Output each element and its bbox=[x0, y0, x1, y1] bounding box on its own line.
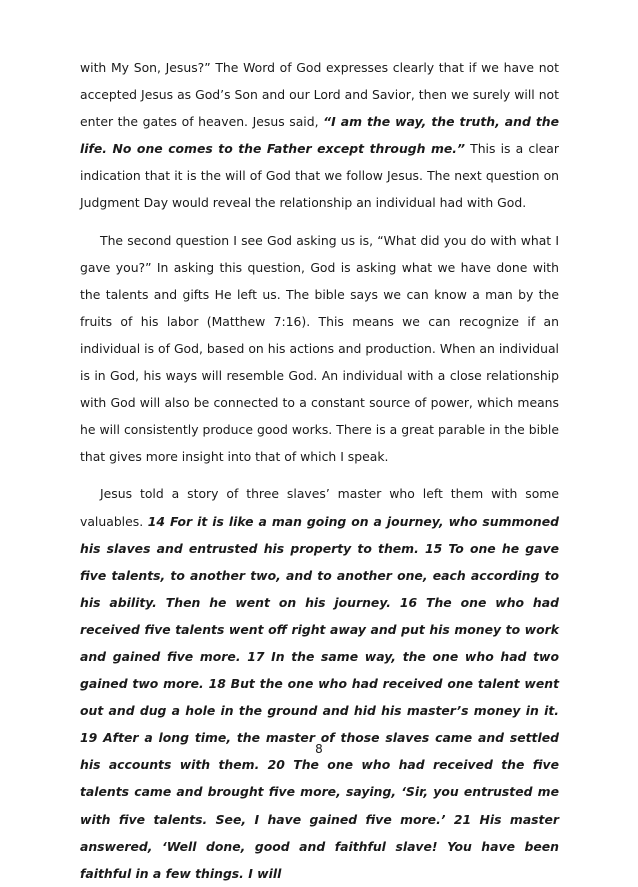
paragraph-3 bbox=[80, 480, 559, 886]
paragraph-2-text: The second question I see God asking us is, “What did you do with what I gave you?” In asking this question, God is asking what we have done with the talents and gifts He left us. The bible says we can know a man by the fruits of his labor (Matthew 7:16). This means we can recognize if an individual is of God, based on his actions and production. When an individual is in God, his ways will resemble God. An individual with a close relationship with God will also be connected to a constant source of power, which means he will consistently produce good works. There is a great parable in the bible that gives more insight into that of which I speak. bbox=[80, 232, 559, 465]
paragraph-2 bbox=[80, 227, 559, 471]
page-number: 8 bbox=[315, 742, 323, 756]
paragraph-1 bbox=[80, 54, 559, 217]
paragraph-3-text: Jesus told a story of three slaves’ master who left them with some valuables. bbox=[80, 486, 559, 529]
paragraph-1-text-end: This is a clear indication that it is the will of God that we follow Jesus. The next question on Judgment Day would reveal the relationship an individual had with God. bbox=[80, 141, 559, 211]
paragraph-1-text: with My Son, Jesus?” The Word of God expresses clearly that if we have not accepted Jesus as God’s Son and our Lord and Savior, then we surely will not enter the gates of heaven. Jesus said, bbox=[80, 60, 559, 130]
body-text bbox=[80, 54, 559, 887]
scripture-quote-parable-of-talents: 14 For it is like a man going on a journey, who summoned his slaves and entrusted his property to them. 15 To one he gave five talents, to another two, and to another one, each according to his ability. Then he went on his journey. 16 The one who had received five talents went off right away and put his money to work and gained five more. 17 In the same way, the one who had two gained two more. 18 But the one who had received one talent went out and dug a hole in the ground and hid his master’s money in it. 19 After a long time, the master of those slaves came and settled his accounts with them. 20 The one who had received the five talents came and brought five more, saying, ‘Sir, you entrusted me with five talents. See, I have gained five more.’ 21 His master answered, ‘Well done, good and faithful slave! You have been faithful in a few things. I will bbox=[80, 513, 560, 881]
scripture-quote-john-14-6: “I am the way, the truth, and the life. No one comes to the Father except through me.” bbox=[80, 114, 559, 157]
